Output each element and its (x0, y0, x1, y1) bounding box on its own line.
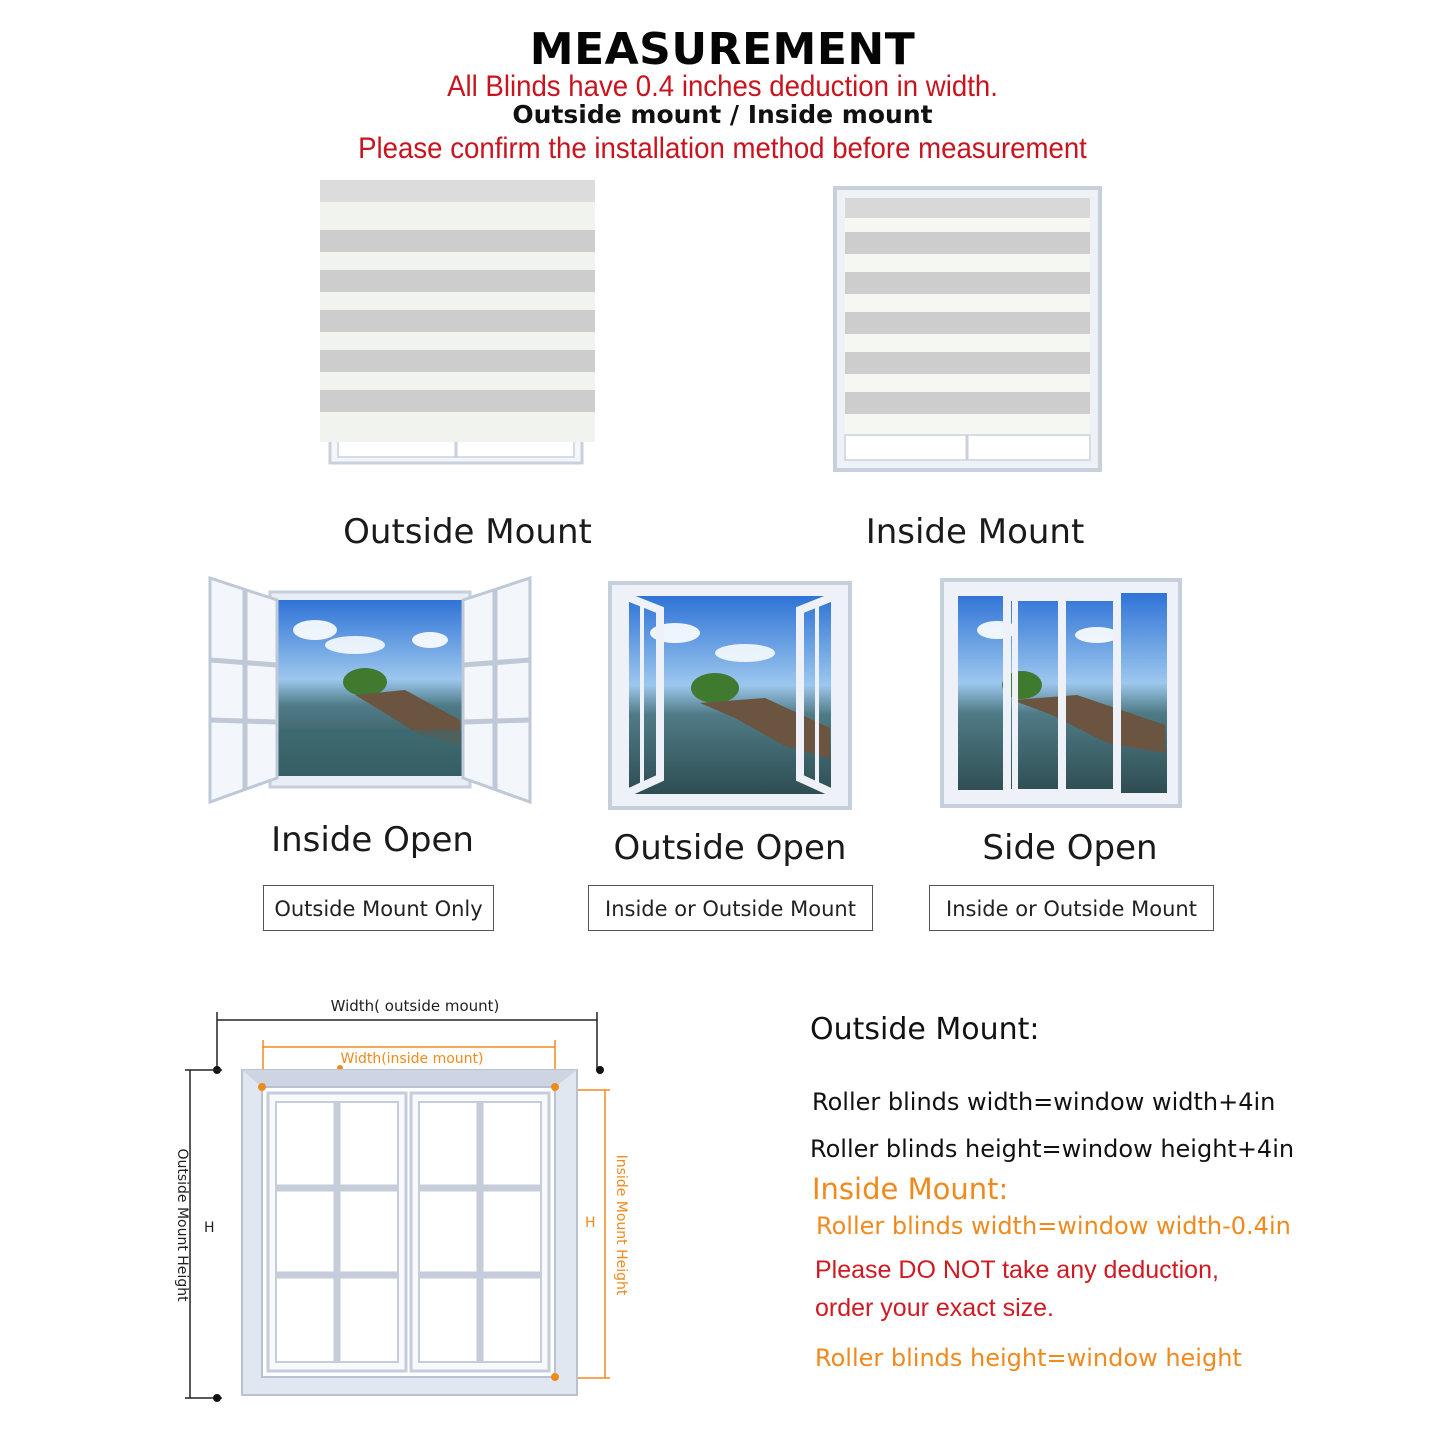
inside-open-mount-label: Outside Mount Only (263, 885, 494, 931)
page-title: MEASUREMENT (529, 24, 916, 75)
inside-width-formula: Roller blinds width=window width-0.4in (816, 1212, 1291, 1240)
inside-note-line-1: Please DO NOT take any deduction, (815, 1256, 1219, 1284)
inside-height-formula: Roller blinds height=window height (815, 1344, 1242, 1372)
confirm-note: Please confirm the installation method before measurement (358, 132, 1087, 165)
outside-open-window-illustration (605, 578, 855, 813)
width-inside-label: Width(inside mount) (340, 1051, 484, 1067)
outside-open-mount-label: Inside or Outside Mount (588, 885, 873, 931)
deduction-note: All Blinds have 0.4 inches deduction in width. (447, 70, 998, 103)
height-outside-label: Outside Mount Height (174, 1148, 190, 1302)
height-inside-label: Inside Mount Height (613, 1154, 629, 1296)
mount-types-line: Outside mount / Inside mount (512, 100, 933, 129)
side-open-window-illustration (937, 575, 1185, 810)
inside-h-marker: H (585, 1215, 596, 1231)
inside-mount-heading: Inside Mount: (812, 1172, 1009, 1206)
inside-mount-blind-illustration (830, 180, 1110, 480)
measurement-diagram (160, 990, 650, 1415)
inside-note-line-2: order your exact size. (815, 1294, 1054, 1322)
outside-h-marker: H (204, 1220, 215, 1236)
side-open-mount-label: Inside or Outside Mount (929, 885, 1214, 931)
inside-open-window-illustration (205, 570, 535, 810)
side-open-caption: Side Open (982, 828, 1158, 868)
outside-open-caption: Outside Open (613, 828, 847, 868)
outside-mount-heading: Outside Mount: (810, 1012, 1040, 1047)
width-outside-label: Width( outside mount) (330, 997, 500, 1015)
outside-width-formula: Roller blinds width=window width+4in (812, 1088, 1276, 1116)
outside-mount-caption: Outside Mount (343, 512, 592, 552)
outside-mount-blind-illustration (310, 175, 610, 475)
inside-mount-caption: Inside Mount (865, 512, 1085, 552)
inside-open-caption: Inside Open (271, 820, 474, 860)
outside-height-formula: Roller blinds height=window height+4in (810, 1135, 1295, 1163)
